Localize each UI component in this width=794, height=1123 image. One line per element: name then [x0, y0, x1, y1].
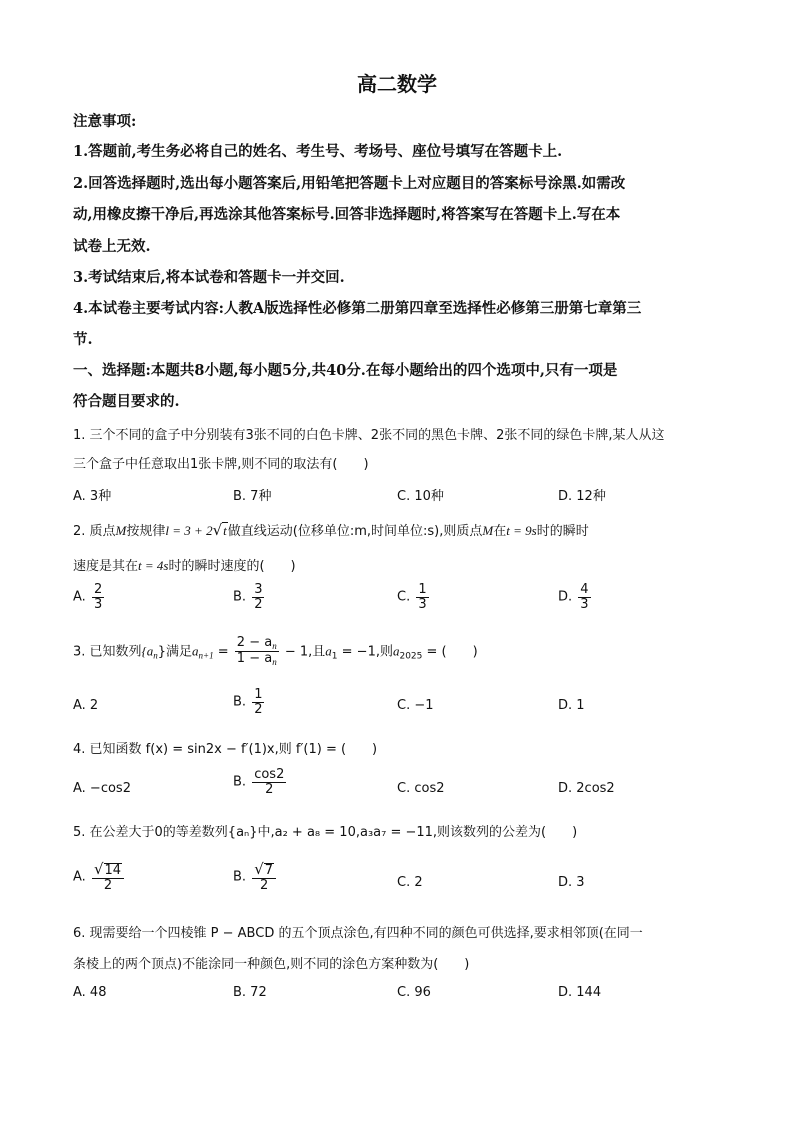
q3-option-b — [233, 688, 266, 716]
q2-option-c-label: C. — [397, 589, 411, 605]
q4-option-d: D. 2cos2 — [558, 781, 615, 796]
q2-option-b-num: 3 — [254, 582, 263, 597]
q5-option-b-label: B. — [233, 869, 247, 885]
q4-option-b-label: B. — [233, 774, 247, 790]
q2-stem-line-1 — [73, 520, 589, 539]
q3-text-5: = ( ) — [422, 644, 478, 660]
q1-option-a: A. 3种 — [73, 489, 112, 504]
q5-option-c: C. 2 — [397, 875, 423, 890]
notice-heading: 注意事项: — [73, 113, 137, 130]
q6-option-a: A. 48 — [73, 985, 107, 1000]
q2-option-b-fraction — [252, 583, 264, 611]
q2-text-4: 在 — [493, 524, 507, 539]
q1-stem-line-2: 三个盒子中任意取出1张卡牌,则不同的取法有( ) — [73, 457, 369, 472]
q3-lhs-sub: n+1 — [198, 650, 214, 661]
q3-text-1: 3. 已知数列 — [73, 644, 142, 660]
q4-option-b-fraction — [252, 768, 286, 796]
q5-option-b — [233, 862, 278, 892]
q1-option-c: C. 10种 — [397, 489, 444, 504]
q5-option-a-fraction — [92, 862, 124, 892]
q2-option-c — [397, 583, 431, 611]
section-heading-line-2: 符合题目要求的. — [73, 393, 180, 410]
q2-option-a-den: 3 — [93, 596, 103, 612]
notice-item-2-line-2: 动,用橡皮擦干净后,再选涂其他答案标号.回答非选择题时,将答案写在答题卡上.写在本 — [73, 206, 621, 223]
q5-option-d: D. 3 — [558, 875, 585, 890]
q3-frac-den-sub: n — [272, 657, 277, 668]
q4-option-b-num: cos2 — [254, 767, 285, 782]
q2-option-c-fraction — [416, 583, 428, 611]
q4-option-c: C. cos2 — [397, 781, 445, 796]
q6-option-c: C. 96 — [397, 985, 431, 1000]
q2-t9: t = 9s — [506, 523, 537, 538]
section-heading-line-1: 一、选择题:本题共8小题,每小题5分,共40分.在每小题给出的四个选项中,只有一项是 — [73, 362, 618, 379]
q2-var-m: M — [115, 523, 127, 538]
q2-text-2: 按规律 — [126, 524, 166, 539]
q1-option-d: D. 12种 — [558, 489, 606, 504]
q6-option-d: D. 144 — [558, 985, 602, 1000]
q3-option-d: D. 1 — [558, 698, 585, 713]
q3-equals: = — [213, 644, 233, 660]
q5-option-a-den: 2 — [103, 877, 113, 893]
q5-option-b-den: 2 — [259, 877, 269, 893]
q5-option-a-num: √ 14 — [92, 862, 124, 879]
q3-option-a: A. 2 — [73, 698, 99, 713]
q2-option-d-den: 3 — [580, 596, 589, 612]
q2-option-d-fraction — [578, 583, 590, 611]
q2-option-c-den: 3 — [418, 596, 427, 612]
q3-seq-close: } — [157, 644, 167, 660]
q3-frac-den-text: 1 − a — [236, 651, 273, 667]
q3-seq-sub: n — [153, 650, 158, 661]
q2-option-b — [233, 583, 266, 611]
q3-option-b-label: B. — [233, 694, 247, 710]
q2-option-a-num: 2 — [93, 582, 103, 597]
q5-option-b-fraction — [252, 862, 276, 892]
q3-seq-open: {a — [141, 643, 154, 659]
q3-a1: a — [325, 643, 332, 659]
q3-frac-num-sub: n — [272, 641, 277, 651]
q1-stem-line-1: 1. 三个不同的盒子中分别装有3张不同的白色卡牌、2张不同的黑色卡牌、2张不同的绿色卡牌,某人从这 — [73, 428, 665, 443]
q3-stem — [73, 636, 478, 668]
q2-stem-line-2 — [73, 555, 296, 574]
q6-stem-line-1: 6. 现需要给一个四棱锥 P − ABCD 的五个顶点涂色,有四种不同的颜色可供选择,要求相邻顶(在同一 — [73, 926, 643, 941]
q4-stem: 4. 已知函数 f(x) = sin2x − f′(1)x,则 f′(1) = ( ) — [73, 742, 378, 757]
q2-text-1: 2. 质点 — [73, 524, 116, 539]
q3-text-2: 满足 — [166, 644, 193, 660]
q3-frac-den — [235, 652, 279, 667]
notice-item-1: 1.答题前,考生务必将自己的姓名、考生号、考场号、座位号填写在答题卡上. — [73, 143, 563, 160]
q2-option-b-den: 2 — [254, 596, 263, 612]
q3-option-b-fraction — [252, 688, 264, 716]
q3-tail: − 1 — [280, 644, 309, 660]
q3-option-c: C. −1 — [397, 698, 434, 713]
q3-text-4: ,则 — [375, 644, 393, 660]
notice-item-4-line-1: 4.本试卷主要考试内容:人教A版选择性必修第二册第四章至选择性必修第三册第七章第三 — [73, 300, 642, 317]
notice-item-4-line-2: 节. — [73, 331, 93, 348]
q3-fraction — [235, 636, 279, 668]
q2-option-d-num: 4 — [580, 582, 589, 597]
q4-option-b-den: 2 — [265, 781, 274, 797]
q6-stem-line-2: 条棱上的两个顶点)不能涂同一种颜色,则不同的涂色方案种数为( ) — [73, 957, 470, 972]
q2-option-d-label: D. — [558, 589, 573, 605]
q3-lhs: a — [192, 643, 199, 659]
q5-option-b-num: √ 7 — [252, 862, 276, 879]
q3-frac-num — [235, 636, 279, 652]
q2-text-5: 时的瞬时 — [536, 524, 589, 539]
q3-a1-sub: 1 — [331, 651, 338, 662]
q6-option-b: B. 72 — [233, 985, 267, 1000]
q2-option-d — [558, 583, 593, 611]
q2-sqrt-t: t — [223, 523, 227, 538]
q2-option-a-label: A. — [73, 589, 86, 605]
q5-option-a-label: A. — [73, 869, 86, 885]
notice-item-2-line-3: 试卷上无效. — [73, 238, 151, 255]
q2-option-b-label: B. — [233, 589, 247, 605]
q2-option-a — [73, 583, 106, 611]
q2-sqrt: √ t — [212, 521, 227, 539]
q3-frac-num-text: 2 − a — [236, 635, 273, 650]
q2-option-c-num: 1 — [418, 582, 427, 597]
q5-option-b-radicand: 7 — [264, 863, 274, 879]
q2-t4: t = 4s — [138, 558, 169, 573]
q4-option-b — [233, 768, 288, 796]
q2-text-3: 做直线运动(位移单位:m,时间单位:s),则质点 — [227, 524, 483, 539]
notice-item-3: 3.考试结束后,将本试卷和答题卡一并交回. — [73, 269, 345, 286]
q3-option-b-den: 2 — [254, 701, 263, 717]
q1-option-b: B. 7种 — [233, 489, 272, 504]
q2-option-a-fraction — [92, 583, 104, 611]
q2-text-7: 时的瞬时速度的( ) — [168, 559, 296, 574]
q2-text-6: 速度是其在 — [73, 559, 139, 574]
q4-option-a: A. −cos2 — [73, 781, 131, 796]
q3-a2025: a — [392, 643, 400, 659]
q2-var-m-2: M — [482, 523, 494, 538]
q3-a2025-sub: 2025 — [399, 651, 423, 662]
q2-formula: l = 3 + 2 — [165, 523, 213, 538]
q5-option-a-radicand: 14 — [104, 863, 122, 879]
q5-option-a — [73, 862, 126, 892]
q3-a1-val: = −1 — [337, 644, 376, 660]
notice-item-2-line-1: 2.回答选择题时,选出每小题答案后,用铅笔把答题卡上对应题目的答案标号涂黑.如需改 — [73, 175, 626, 192]
q3-text-3: ,且 — [308, 644, 326, 660]
page-title: 高二数学 — [357, 72, 437, 96]
q3-option-b-num: 1 — [254, 687, 263, 702]
q5-stem: 5. 在公差大于0的等差数列{aₙ}中,a₂ + a₈ = 10,a₃a₇ = −11,则该数列的公差为( ) — [73, 825, 578, 840]
